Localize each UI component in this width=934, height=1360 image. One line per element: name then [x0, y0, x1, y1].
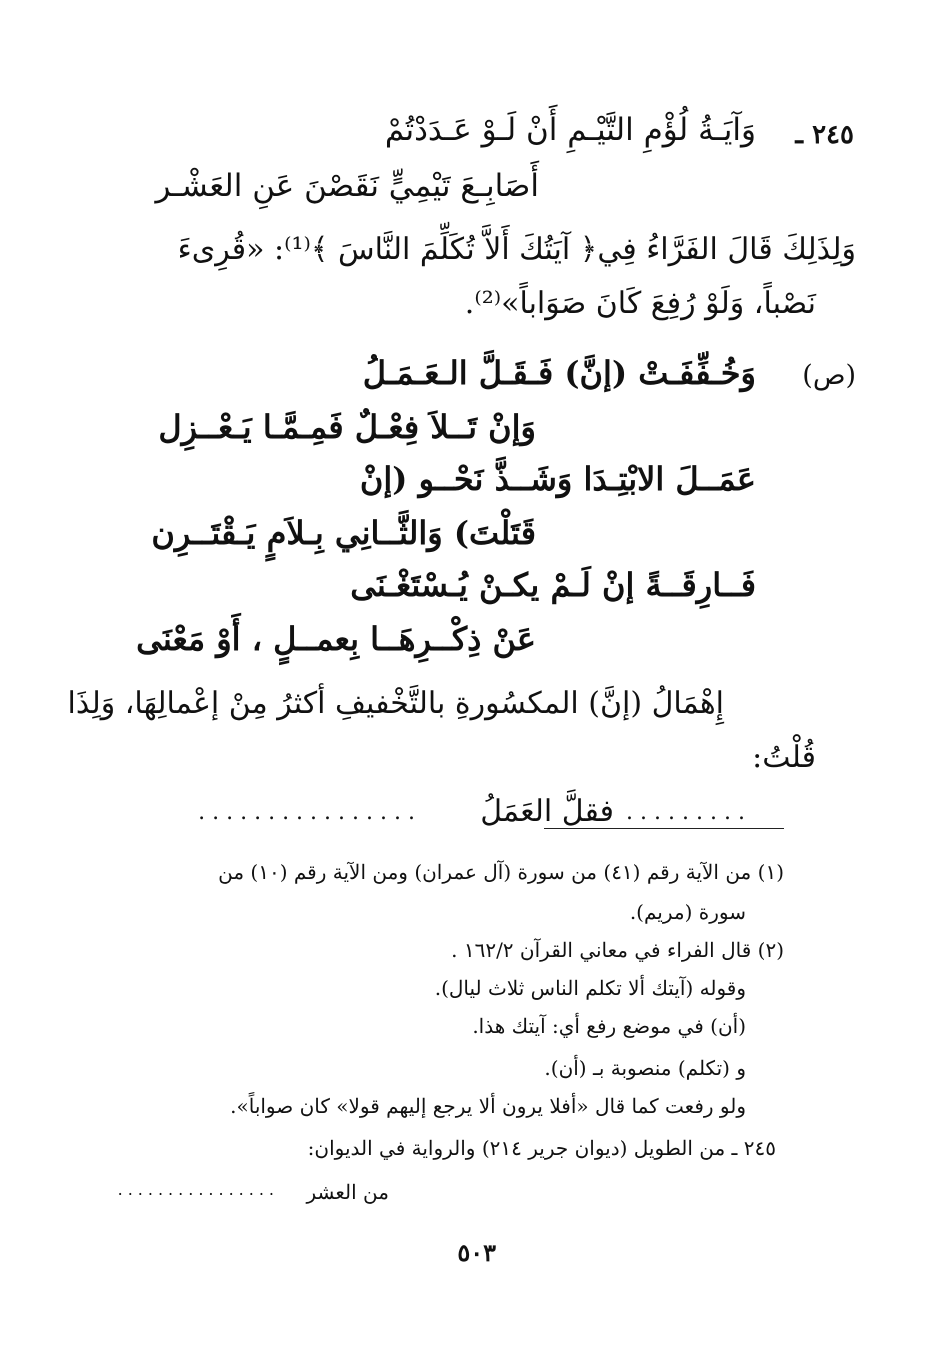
- verse-number: ٢٤٥ ـ: [795, 120, 854, 150]
- poem-line: عَمَــلَ الابْتِـدَا وَشَــذَّ نَحْــو (إنْ: [359, 460, 756, 498]
- poem-line: عَنْ ذِكْــرِهَــا بِعمــلٍ ، أَوْ مَعْنَى: [136, 620, 536, 658]
- poem-line: فَــارِقَــةً إنْ لَـمْ يكـنْ يُـسْتَغْـنَى: [350, 566, 756, 604]
- footnote-line: (٢) قال الفراء في معاني القرآن ١٦٢/٢ .: [451, 938, 784, 962]
- prose-line: نَصْباً، وَلَوْ رُفِعَ كَانَ صَوَاباً»⁽²⁾.: [464, 286, 816, 321]
- poem-line: قَتَلْتَ) وَالثَّــانِي بِـلاَمٍ يَـقْتَــرِن: [151, 514, 536, 552]
- footnote-line: وقوله (آيتك ألا تكلم الناس ثلاث ليال).: [434, 976, 746, 1000]
- footnote-line: و (تكلم) منصوبة بـ (أن).: [544, 1056, 746, 1080]
- footnote-line: ولو رفعت كما قال «أفلا يرون ألا يرجع إليهم قولا» كان صواباً».: [230, 1094, 746, 1118]
- footnote-line: (أن) في موضع رفع أي: آيتك هذا.: [472, 1014, 746, 1038]
- quote-text: فقلَّ العَمَلُ: [480, 794, 614, 829]
- poem-line: وَخُـفِّفَـتْ (إنَّ) فَـقَـلَّ الـعَـمَـلُ: [362, 354, 756, 392]
- poem-marker: (ص): [802, 360, 856, 391]
- prose-line: قُلْتُ:: [752, 740, 816, 775]
- prose-line: إِهْمَالُ (إنَّ) المكسُورةِ بالتَّخْفيفِ أكثرُ مِنْ إعْمالِهَا، وَلِذَا: [67, 686, 724, 721]
- page-number: ٥٠٣: [457, 1238, 496, 1267]
- poem-line: وَإنْ تَــلاَ فِعْـلٌ فَمِـمَّـا يَـعْــزِل: [158, 408, 536, 446]
- quote-dots: ................: [198, 800, 422, 825]
- footnote-separator: [544, 828, 784, 829]
- footnote-line: سورة (مريم).: [629, 900, 746, 924]
- footnote-line: ٢٤٥ ـ من الطويل (ديوان جرير ٢١٤) والرواية في الديوان:: [307, 1136, 776, 1160]
- verse-hemistich-2: أَصَابِـعَ تَيْمِيٍّ نَقَصْنَ عَنِ العَشْـر: [155, 168, 539, 204]
- quote-dots: .........: [626, 800, 752, 825]
- footnote-quote-text: من العشر: [306, 1180, 389, 1204]
- verse-hemistich-1: وَآيَـةُ لُؤْمِ التَّيْـمِ أَنْ لَـوْ عَـدَدْتُمْ: [384, 112, 756, 148]
- prose-line: وَلِذَلِكَ قَالَ الفَرَّاءُ فِي﴿ آيَتُكَ أَلاَّ تُكَلِّمَ النَّاسَ ﴾⁽¹⁾: «قُرِىءَ: [177, 232, 856, 267]
- footnote-quote-dots: ................: [117, 1180, 279, 1199]
- footnote-line: (١) من الآية رقم (٤١) من سورة (آل عمران) ومن الآية رقم (١٠) من: [218, 860, 784, 884]
